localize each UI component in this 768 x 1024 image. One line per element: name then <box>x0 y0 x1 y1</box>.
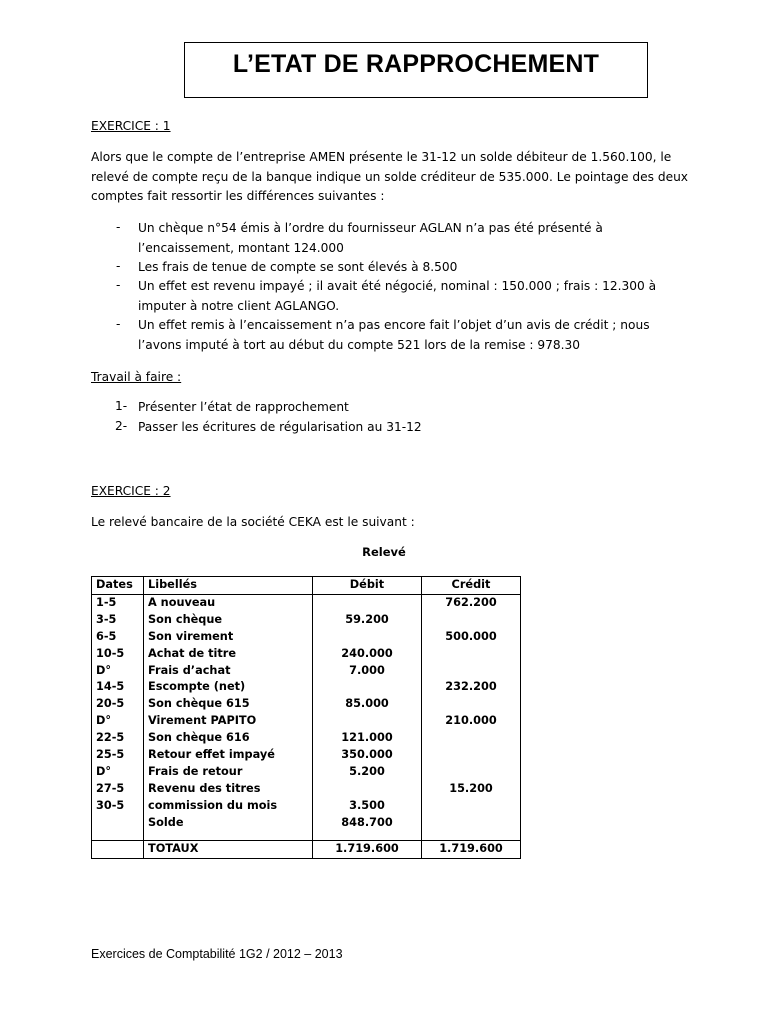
list-item <box>138 219 678 258</box>
spacer-cell <box>313 832 422 841</box>
cell-date: 6-5 <box>92 629 144 646</box>
table-row <box>92 730 521 747</box>
list-item-line: Un effet est revenu impayé ; il avait été négocié, nominal : 150.000 ; frais : 12.300 à <box>138 279 657 293</box>
cell-date <box>92 815 144 832</box>
cell-credit <box>422 663 521 680</box>
cell-debit: 85.000 <box>313 696 422 713</box>
intro-line: relevé de compte reçu de la banque indique un solde créditeur de 535.000. Le pointage des deux <box>91 169 689 184</box>
cell-label: Son chèque 616 <box>144 730 313 747</box>
list-item <box>138 277 678 316</box>
intro-line: Alors que le compte de l’entreprise AMEN présente le 31-12 un solde débiteur de 1.560.100, le <box>91 150 672 164</box>
cell-label: Solde <box>144 815 313 832</box>
cell-label: Frais de retour <box>144 764 313 781</box>
header-debit: Débit <box>313 577 422 595</box>
cell-label: Retour effet impayé <box>144 747 313 764</box>
cell-debit: 5.200 <box>313 764 422 781</box>
cell-date: 3-5 <box>92 612 144 629</box>
cell-debit: 7.000 <box>313 663 422 680</box>
table-row <box>92 679 521 696</box>
table-row <box>92 696 521 713</box>
exercise-2-heading: EXERCICE : 2 <box>91 484 171 498</box>
cell-debit <box>313 679 422 696</box>
list-item <box>138 316 678 355</box>
cell-debit: 240.000 <box>313 646 422 663</box>
task-text: Passer les écritures de régularisation au 31-12 <box>138 420 422 434</box>
cell-debit: 3.500 <box>313 798 422 815</box>
list-dash: - <box>116 220 121 234</box>
table-body <box>92 594 521 858</box>
releve-table <box>91 576 521 859</box>
list-dash: - <box>116 278 121 292</box>
header-credit: Crédit <box>422 577 521 595</box>
cell-credit: 762.200 <box>422 594 521 611</box>
cell-credit <box>422 612 521 629</box>
list-item-line: Un chèque n°54 émis à l’ordre du fournisseur AGLAN n’a pas été présenté à <box>138 221 603 235</box>
cell-credit <box>422 798 521 815</box>
exercise-1-intro <box>91 148 691 207</box>
cell-debit: 848.700 <box>313 815 422 832</box>
task-text: Présenter l’état de rapprochement <box>138 400 349 414</box>
cell-label: Escompte (net) <box>144 679 313 696</box>
cell-date: 22-5 <box>92 730 144 747</box>
cell-label: A nouveau <box>144 594 313 611</box>
table-row <box>92 764 521 781</box>
header-libelles: Libellés <box>144 577 313 595</box>
cell-credit: 500.000 <box>422 629 521 646</box>
list-item-line: l’encaissement, montant 124.000 <box>138 240 344 255</box>
cell-credit <box>422 815 521 832</box>
header-dates: Dates <box>92 577 144 595</box>
cell-label: Virement PAPITO <box>144 713 313 730</box>
table-row <box>92 663 521 680</box>
cell-label: Son chèque <box>144 612 313 629</box>
cell-debit <box>313 781 422 798</box>
list-dash: - <box>116 317 121 331</box>
cell-credit <box>422 646 521 663</box>
cell-date: 20-5 <box>92 696 144 713</box>
table-row <box>92 815 521 832</box>
table-caption-text: Relevé <box>362 545 406 559</box>
task-number: 2- <box>115 419 128 433</box>
total-debit: 1.719.600 <box>313 840 422 858</box>
spacer-cell <box>92 832 144 841</box>
cell-debit <box>313 629 422 646</box>
list-item-line: Les frais de tenue de compte se sont élevés à 8.500 <box>138 260 458 274</box>
list-dash: - <box>116 259 121 273</box>
cell-label: Son chèque 615 <box>144 696 313 713</box>
cell-label: Revenu des titres <box>144 781 313 798</box>
cell-credit: 15.200 <box>422 781 521 798</box>
cell-date: 1-5 <box>92 594 144 611</box>
cell-label: Frais d’achat <box>144 663 313 680</box>
table-row <box>92 646 521 663</box>
cell-credit: 210.000 <box>422 713 521 730</box>
cell-date: 27-5 <box>92 781 144 798</box>
cell-date: D° <box>92 713 144 730</box>
spacer-cell <box>144 832 313 841</box>
cell-date: 30-5 <box>92 798 144 815</box>
list-item <box>138 258 678 278</box>
total-label: TOTAUX <box>144 840 313 858</box>
table-row <box>92 612 521 629</box>
cell-debit <box>313 713 422 730</box>
list-item-line: l’avons imputé à tort au début du compte 521 lors de la remise : 978.30 <box>138 337 581 352</box>
cell-debit <box>313 594 422 611</box>
task-number: 1- <box>115 399 128 413</box>
cell-credit <box>422 730 521 747</box>
list-item-line: imputer à notre client AGLANGO. <box>138 298 340 313</box>
table-total-row <box>92 840 521 858</box>
cell-credit <box>422 764 521 781</box>
table-header-row <box>92 577 521 595</box>
table-spacer-row <box>92 832 521 841</box>
table-row <box>92 781 521 798</box>
exercise-2-intro: Le relevé bancaire de la société CEKA est le suivant : <box>91 515 415 529</box>
cell-credit <box>422 747 521 764</box>
total-credit: 1.719.600 <box>422 840 521 858</box>
cell-credit <box>422 696 521 713</box>
exercise-1-heading: EXERCICE : 1 <box>91 119 171 133</box>
cell-date: 10-5 <box>92 646 144 663</box>
work-heading: Travail à faire : <box>91 370 182 384</box>
table-row <box>92 747 521 764</box>
cell-debit: 350.000 <box>313 747 422 764</box>
page-title: L’ETAT DE RAPPROCHEMENT <box>232 50 600 78</box>
cell-date <box>92 840 144 858</box>
cell-date: 25-5 <box>92 747 144 764</box>
intro-line: comptes fait ressortir les différences suivantes : <box>91 189 385 204</box>
cell-debit: 121.000 <box>313 730 422 747</box>
cell-label: Achat de titre <box>144 646 313 663</box>
cell-credit: 232.200 <box>422 679 521 696</box>
table-row <box>92 594 521 611</box>
page-footer: Exercices de Comptabilité 1G2 / 2012 – 2013 <box>91 947 343 961</box>
cell-label: commission du mois <box>144 798 313 815</box>
cell-date: D° <box>92 663 144 680</box>
cell-date: 14-5 <box>92 679 144 696</box>
cell-debit: 59.200 <box>313 612 422 629</box>
table-row <box>92 798 521 815</box>
title-box <box>184 42 648 98</box>
table-row <box>92 629 521 646</box>
spacer-cell <box>422 832 521 841</box>
table-caption <box>0 545 768 559</box>
cell-date: D° <box>92 764 144 781</box>
list-item-line: Un effet remis à l’encaissement n’a pas encore fait l’objet d’un avis de crédit ; nous <box>138 318 650 332</box>
cell-label: Son virement <box>144 629 313 646</box>
table-row <box>92 713 521 730</box>
